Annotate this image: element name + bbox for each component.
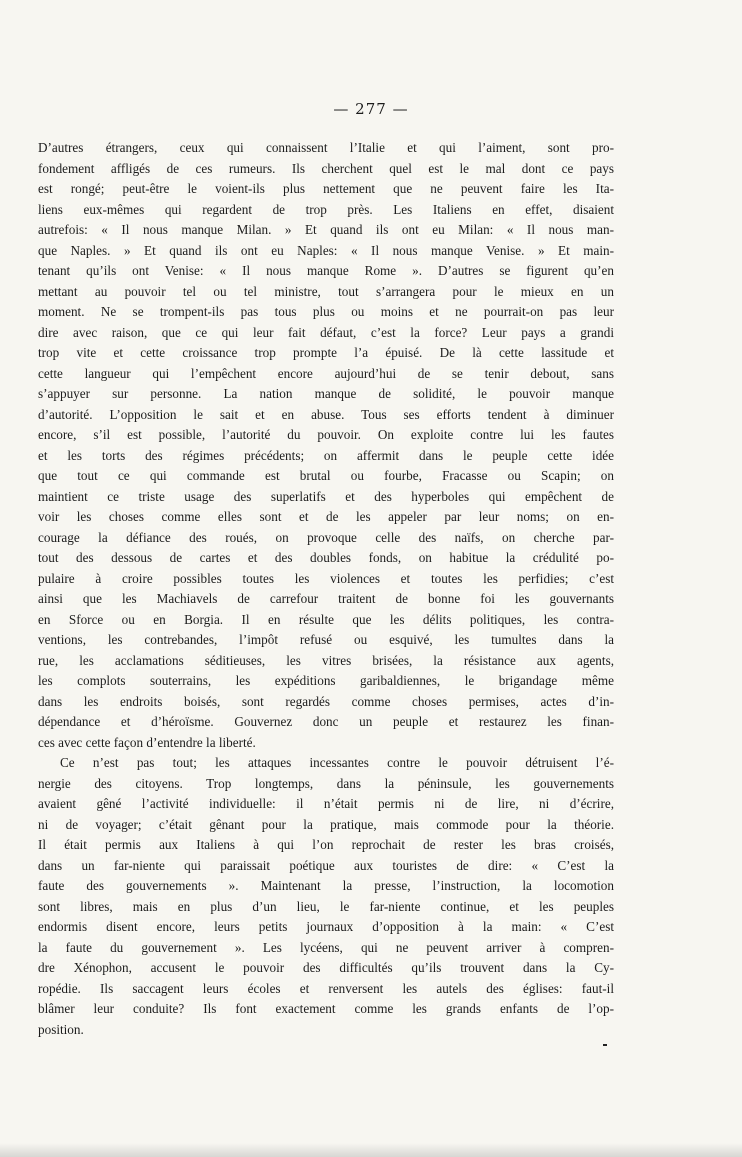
text-line: pulaire à croire possibles toutes les violences et toutes les perfidies; c’est [38, 570, 614, 586]
text-line: tout des dessous de cartes et des doubles fonds, on habitue la crédulité po- [38, 550, 614, 565]
text-line: moment. Ne se trompent-ils pas tous plus ou moins et ne pourrait-on pas leur [38, 304, 614, 319]
text-line: ropédie. Ils saccagent leurs écoles et renversent les autels des églises: faut-il [38, 980, 614, 996]
text-line: nergie des citoyens. Trop longtemps, dans la péninsule, les gouvernements [38, 775, 614, 791]
text-line: tenant qu’ils ont Venise: « Il nous manque Rome ». D’autres se figurent qu’en [38, 263, 614, 278]
text-line: faute des gouvernements ». Maintenant la presse, l’instruction, la locomotion [38, 878, 614, 893]
text-line: blâmer leur conduite? Ils font exactement comme les grands enfants de l’op- [38, 1001, 614, 1016]
text-line: liens eux-mêmes qui regardent de trop près. Les Italiens en effet, disaient [38, 201, 614, 217]
text-line: autrefois: « Il nous manque Milan. » Et quand ils ont eu Milan: « Il nous man- [38, 222, 614, 237]
text-line: D’autres étrangers, ceux qui connaissent l’Italie et qui l’aiment, sont pro- [38, 140, 614, 155]
scan-edge [0, 1143, 742, 1157]
text-line: maintient ce triste usage des superlatifs et des hyperboles qui empêchent de [38, 488, 614, 504]
text-line: position. [38, 1021, 84, 1037]
text-line: est rongé; peut-être le voient-ils plus nettement que ne peuvent faire les Ita- [38, 181, 614, 196]
text-line: voir les choses comme elles sont et de les appeler par leur noms; on en- [38, 509, 614, 524]
text-line: et les torts des régimes précédents; on affermit dans le peuple cette idée [38, 447, 614, 463]
text-line: ventions, les contrebandes, l’impôt refusé ou esquivé, les tumultes dans la [38, 632, 614, 647]
text-line: dire avec raison, que ce qui leur fait défaut, c’est la force? Leur pays a grandi [38, 324, 614, 340]
text-line: ainsi que les Machiavels de carrefour traitent de bonne foi les gouvernants [38, 591, 614, 606]
text-line: en Sforce ou en Borgia. Il en résulte que les délits politiques, les contra- [38, 611, 614, 627]
text-line: dans un far-niente qui paraissait poétique aux touristes de dire: « C’est la [38, 857, 614, 873]
text-line: dépendance et d’héroïsme. Gouvernez donc un peuple et restaurez les finan- [38, 714, 614, 729]
body-text [38, 138, 614, 1040]
text-line: encore, s’il est possible, l’autorité du pouvoir. On exploite contre lui les fautes [38, 427, 614, 442]
text-line: que Naples. » Et quand ils ont eu Naples: « Il nous manque Venise. » Et main- [38, 242, 614, 258]
text-line: ces avec cette façon d’entendre la liberté. [38, 734, 256, 750]
page-number: — 277 — [333, 100, 409, 118]
text-line: mettant au pouvoir tel ou tel ministre, tout s’arrangera pour le mieux en un [38, 283, 614, 299]
text-line: fondement affligés de ces rumeurs. Ils cherchent quel est le mal dont ce pays [38, 160, 614, 176]
text-line: endormis disent encore, leurs petits journaux d’opposition à la main: « C’est [38, 919, 614, 934]
text-line: avaient gêné l’activité individuelle: il n’était permis ni de lire, ni d’écrire, [38, 796, 614, 811]
text-line: dre Xénophon, accusent le pouvoir des difficultés qu’ils trouvent dans la Cy- [38, 960, 614, 975]
text-line: la faute du gouvernement ». Les lycéens, qui ne peuvent arriver à compren- [38, 939, 614, 955]
text-line: rue, les acclamations séditieuses, les vitres brisées, la résistance aux agents, [38, 652, 614, 668]
text-line: cette langueur qui l’empêchent encore aujourd’hui de se tenir debout, sans [38, 365, 614, 381]
text-line: d’autorité. L’opposition le sait et en abuse. Tous ses efforts tendent à diminuer [38, 406, 614, 422]
text-line: sont libres, mais en plus d’un lieu, le far-niente continue, et les peuples [38, 898, 614, 914]
text-line: les complots souterrains, les expéditions garibaldiennes, le brigandage même [38, 673, 614, 688]
text-line: Il était permis aux Italiens à qui l’on reprochait de rester les bras croisés, [38, 837, 614, 852]
text-line: Ce n’est pas tout; les attaques incessantes contre le pouvoir détruisent l’é- [60, 755, 614, 770]
text-line: s’appuyer sur personne. La nation manque de solidité, le pouvoir manque [38, 386, 614, 401]
text-line: trop vite et cette croissance trop prompte l’a épuisé. De là cette lassitude et [38, 345, 614, 360]
text-line: courage la défiance des roués, on provoque celle des naïfs, on cherche par- [38, 529, 614, 545]
ink-mark [603, 1044, 607, 1046]
text-line: ni de voyager; c’était gênant pour la pratique, mais commode pour la théorie. [38, 816, 614, 832]
text-line: dans les endroits boisés, sont regardés comme choses permises, actes d’in- [38, 693, 614, 709]
text-line: que tout ce qui commande est brutal ou fourbe, Fracasse ou Scapin; on [38, 468, 614, 483]
